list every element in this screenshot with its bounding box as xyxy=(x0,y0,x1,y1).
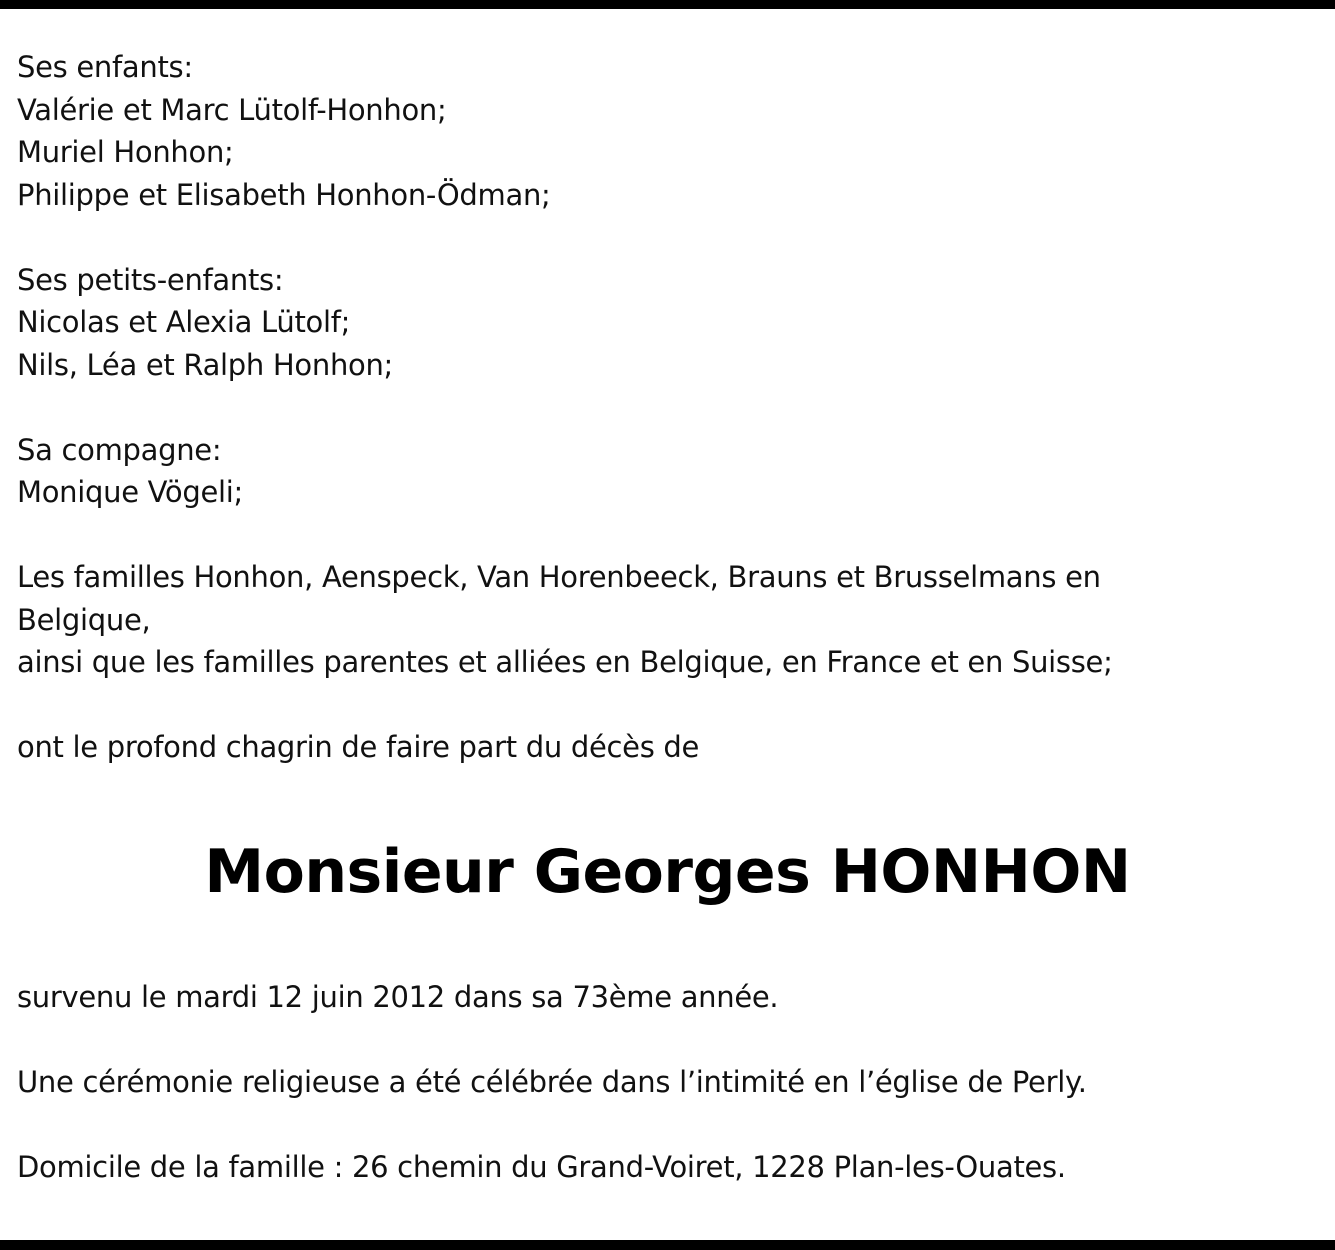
spacer xyxy=(17,1104,1317,1147)
spacer xyxy=(17,216,1317,259)
child-entry: Muriel Honhon; xyxy=(17,135,234,169)
grandchildren-heading: Ses petits-enfants: xyxy=(17,262,284,297)
deceased-name: Monsieur Georges HONHON xyxy=(204,837,1131,907)
spacer xyxy=(17,386,1317,429)
companion-heading: Sa compagne: xyxy=(17,432,222,467)
announcement-details xyxy=(17,976,1317,1189)
announcement-text: ont le profond chagrin de faire part du décès de xyxy=(17,730,700,764)
child-entry: Valérie et Marc Lütolf-Honhon; xyxy=(17,92,447,127)
bottom-border-rule xyxy=(0,1240,1335,1250)
families-line: Belgique, xyxy=(17,602,151,637)
child-entry: Philippe et Elisabeth Honhon-Ödman; xyxy=(17,177,551,212)
spacer xyxy=(17,1019,1317,1062)
announcement-body xyxy=(17,46,1317,769)
families-line: ainsi que les familles parentes et alliées en Belgique, en France et en Suisse; xyxy=(17,645,1113,679)
spacer xyxy=(17,684,1317,727)
grandchild-entry: Nils, Léa et Ralph Honhon; xyxy=(17,347,394,382)
address-line: Domicile de la famille : 26 chemin du Grand-Voiret, 1228 Plan-les-Ouates. xyxy=(17,1150,1066,1184)
ceremony-line: Une cérémonie religieuse a été célébrée dans l’intimité en l’église de Perly. xyxy=(17,1065,1087,1099)
children-heading: Ses enfants: xyxy=(17,50,193,84)
families-line: Les familles Honhon, Aenspeck, Van Horenbeeck, Brauns et Brusselmans en xyxy=(17,560,1101,594)
companion-name: Monique Vögeli; xyxy=(17,475,244,509)
grandchild-entry: Nicolas et Alexia Lütolf; xyxy=(17,305,351,339)
spacer xyxy=(17,514,1317,557)
top-border-rule xyxy=(0,0,1335,9)
date-line: survenu le mardi 12 juin 2012 dans sa 73ème année. xyxy=(17,980,779,1014)
